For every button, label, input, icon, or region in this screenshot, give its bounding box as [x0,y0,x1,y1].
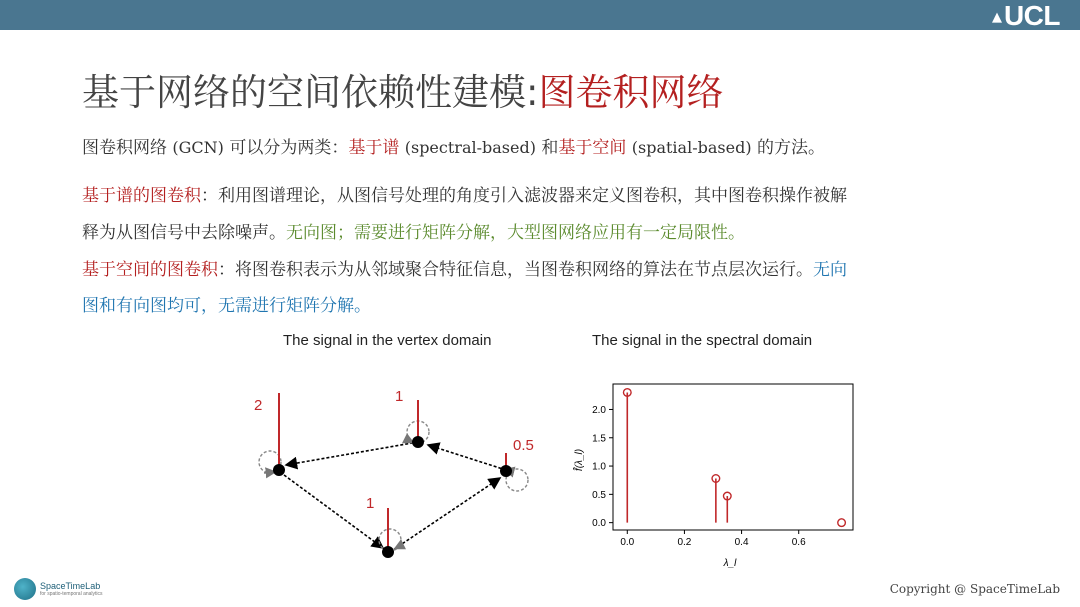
spatial-line-2 [82,293,371,319]
intro-gcn: (GCN) [172,138,224,157]
ucl-logo-text: UCL [1003,0,1060,31]
spacetimelab-logo [14,576,134,602]
spectral-line-2 [82,220,745,246]
y-tick-label: 0.5 [592,489,606,501]
x-tick-label: 0.4 [734,537,749,548]
x-axis-label: λ_l [723,558,737,569]
title-main: 基于网络的空间依赖性建模 [82,71,526,114]
dome-icon: ▲ [991,10,1002,25]
intro-spatial-en: (spatial-based) [631,138,752,157]
y-axis-label: f̂(λ_l) [574,448,585,472]
slide-title [82,66,723,120]
ucl-logo [992,2,1060,30]
y-tick-label: 2.0 [592,404,606,416]
x-tick-label: 0.6 [791,537,806,548]
signal-label-right: 0.5 [513,437,534,454]
intro-spectral-en: (spectral-based) [404,138,536,157]
y-tick-label: 0.0 [592,518,606,530]
edge [286,442,418,465]
spectral-label: 基于谱的图卷积 [82,186,201,206]
node-left [273,464,285,476]
intro-spatial-label: 基于空间 [558,138,627,158]
intro-text: 和 [541,138,559,158]
intro-text: 图卷积网络 [82,138,167,158]
stem-marker [838,519,846,527]
spectral-note: 无向图；需要进行矩阵分解，大型图网络应用有一定局限性。 [286,223,745,243]
plot-frame [613,384,853,530]
vertex-caption: The signal in the vertex domain [283,332,492,349]
x-tick-label: 0.2 [677,537,692,548]
y-tick-label: 1.0 [592,461,606,473]
logo-name: SpaceTimeLab [40,580,101,591]
edge [428,445,506,470]
signal-label-top: 1 [395,388,404,405]
intro-text: 可以分为两类： [229,138,349,158]
globe-icon [14,578,36,600]
spectral-text: ：利用图谱理论，从图信号处理的角度引入滤波器来定义图卷积，其中图卷积操作被解 [201,186,847,206]
spatial-line-1 [82,257,847,283]
copyright-text: Copyright @ SpaceTimeLab [889,582,1060,596]
signal-label-bottom: 1 [366,495,375,512]
spatial-note: 无向 [813,260,847,280]
x-tick-label: 0.0 [620,537,635,548]
spatial-note: 图和有向图均可，无需进行矩阵分解。 [82,296,371,316]
vertex-graph [240,370,550,570]
intro-paragraph [82,135,825,161]
spectral-line-1 [82,183,847,209]
self-loop-arrow [396,546,400,548]
title-separator: : [526,71,539,114]
self-loop-arrow [408,440,412,442]
header-bar [0,0,1080,30]
signal-label-left: 2 [254,397,263,414]
spatial-text: ：将图卷积表示为从邻域聚合特征信息，当图卷积网络的算法在节点层次运行。 [218,260,813,280]
y-tick-label: 1.5 [592,433,606,445]
intro-text: 的方法。 [756,138,825,158]
spectral-stem-chart [560,376,860,576]
spectral-text: 释为从图信号中去除噪声。 [82,223,286,243]
intro-spectral-label: 基于谱 [348,138,400,158]
logo-sub: for spatio-temporal analytics [40,590,103,597]
node-right [500,465,512,477]
edge [390,478,500,552]
spatial-label: 基于空间的图卷积 [82,260,218,280]
spectral-caption: The signal in the spectral domain [592,332,813,349]
node-top [412,436,424,448]
title-highlight: 图卷积网络 [538,71,724,114]
self-loop-arrow [264,472,274,473]
node-bottom [382,546,394,558]
